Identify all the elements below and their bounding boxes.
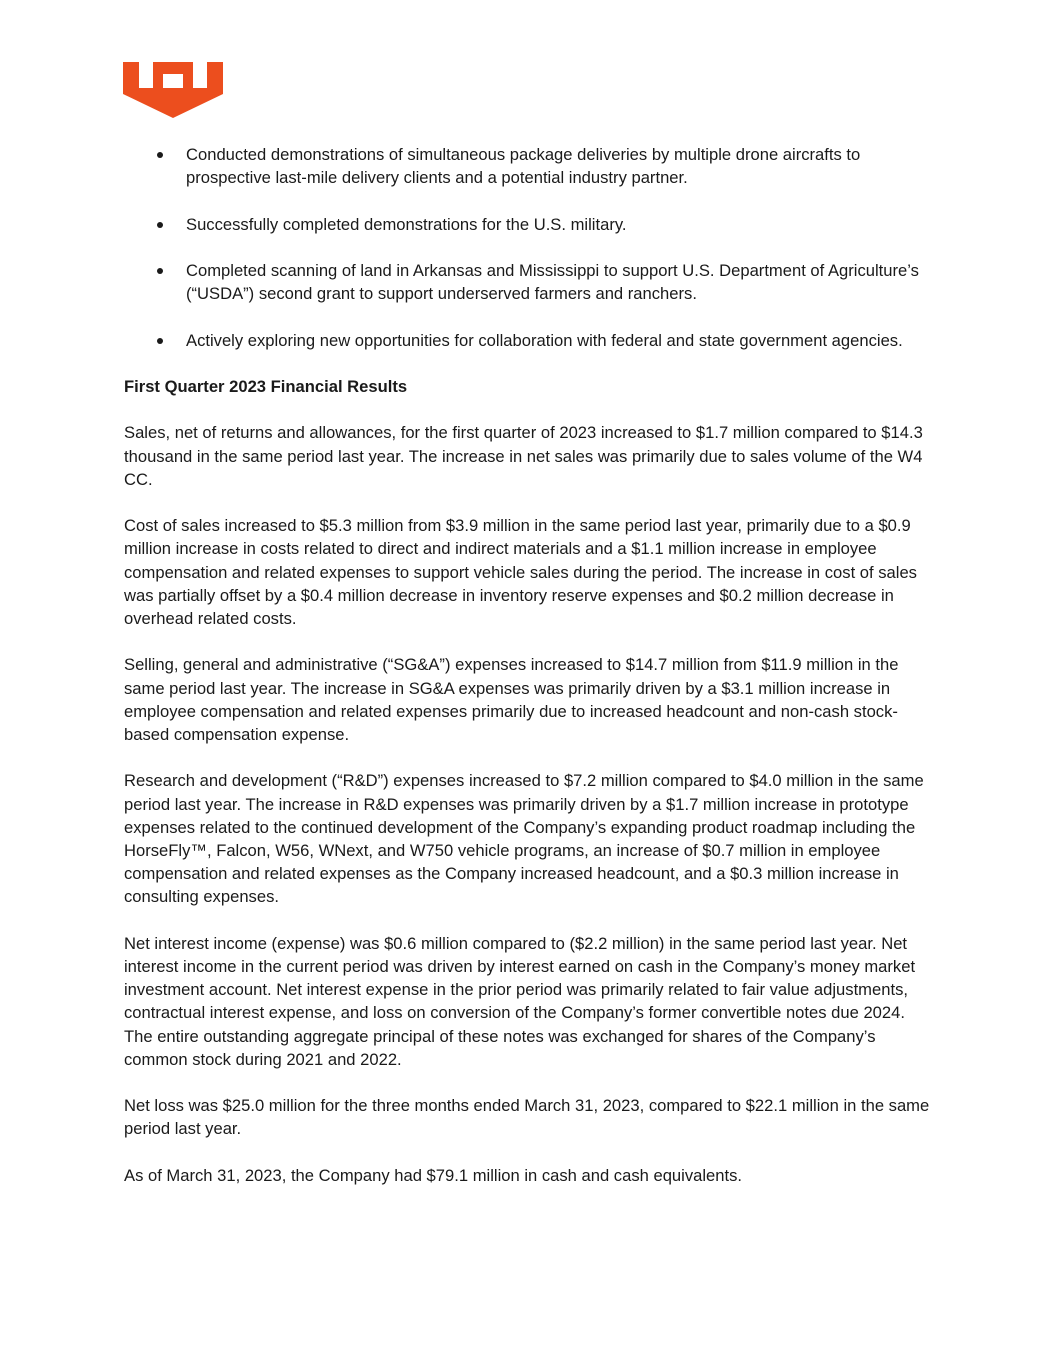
bullet-text: Completed scanning of land in Arkansas and Mississippi to support U.S. Department of Agriculture’s (“USDA”) second grant to support underserved farmers and ranchers. <box>186 260 919 304</box>
paragraph-rnd: Research and development (“R&D”) expenses increased to $7.2 million compared to $4.0 million in the same period last year. The increase in R&D expenses was primarily driven by a $1.7 million increase in prototype expenses related to the continued development of the Company’s expanding product roadmap including the HorseFly™, Falcon, W56, WNext, and W750 vehicle programs, an increase of $0.7 million in employee compensation and related expenses as the Company increased headcount, and a $0.3 million increase in consulting expenses. <box>124 771 924 907</box>
list-item <box>124 213 936 236</box>
paragraph-cost-of-sales: Cost of sales increased to $5.3 million from $3.9 million in the same period last year, primarily due to a $0.9 million increase in costs related to direct and indirect materials and a $1.1 million increase in employee compensation and related expenses to support vehicle sales during the period. The increase in cost of sales was partially offset by a $0.4 million decrease in inventory reserve expenses and $0.2 million decrease in overhead related costs. <box>124 516 917 628</box>
paragraph-net-loss: Net loss was $25.0 million for the three months ended March 31, 2023, compared to $22.1 million in the same period last year. <box>124 1096 930 1139</box>
paragraph-net-interest: Net interest income (expense) was $0.6 million compared to ($2.2 million) in the same period last year. Net interest income in the current period was driven by interest earned on cash in the Company’s money market investment account. Net interest expense in the prior period was primarily related to fair value adjustments, contractual interest expense, and loss on conversion of the Company’s former convertible notes due 2024. The entire outstanding aggregate principal of these notes was exchanged for shares of the Company’s common stock during 2021 and 2022. <box>124 933 916 1069</box>
paragraph-sales: Sales, net of returns and allowances, for the first quarter of 2023 increased to $1.7 million compared to $14.3 thousand in the same period last year. The increase in net sales was primarily due to sales volume of the W4 CC. <box>124 423 923 489</box>
list-item <box>124 329 936 352</box>
bullet-text: Actively exploring new opportunities for collaboration with federal and state government agencies. <box>186 330 903 350</box>
paragraph-cash: As of March 31, 2023, the Company had $79.1 million in cash and cash equivalents. <box>124 1165 743 1185</box>
list-item <box>124 259 936 305</box>
paragraph-sga: Selling, general and administrative (“SG&A”) expenses increased to $14.7 million from $11.9 million in the same period last year. The increase in SG&A expenses was primarily driven by a $3.1 million increase in employee compensation and related expenses primarily due to increased headcount and non-cash stock-based compensation expense. <box>124 655 899 744</box>
bullet-icon <box>157 152 163 158</box>
bullet-icon <box>157 268 163 274</box>
list-item <box>124 143 936 189</box>
section-heading: First Quarter 2023 Financial Results <box>124 376 408 396</box>
bullet-text: Conducted demonstrations of simultaneous package deliveries by multiple drone aircrafts to prospective last-mile delivery clients and a potential industry partner. <box>186 145 861 188</box>
bullet-icon <box>157 338 163 344</box>
workhorse-logo-icon <box>123 60 223 120</box>
bullet-icon <box>157 222 163 228</box>
document-body <box>124 143 936 1210</box>
highlights-list <box>124 143 936 352</box>
bullet-text: Successfully completed demonstrations for the U.S. military. <box>186 214 627 234</box>
